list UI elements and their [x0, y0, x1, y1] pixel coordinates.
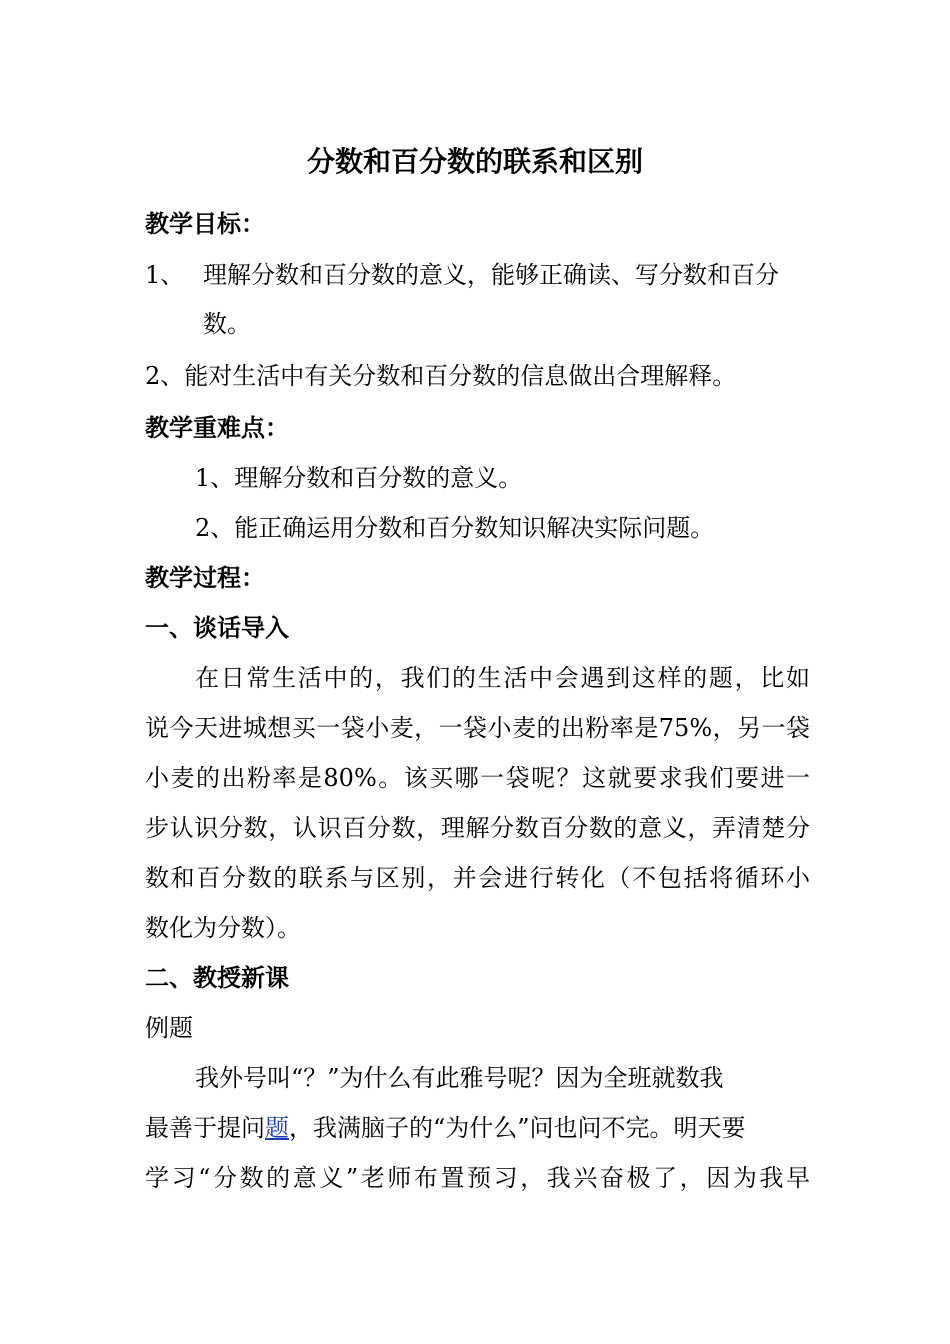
section-1-paragraph-line: 数和百分数的联系与区别，并会进行转化（不包括将循环小 [145, 864, 810, 892]
document-title: 分数和百分数的联系和区别 [306, 145, 643, 178]
example-text-line-1: 我外号叫“？”为什么有此雅号呢？因为全班就数我 [195, 1064, 724, 1092]
section-1-heading: 一、谈话导入 [145, 614, 289, 642]
keypoint-item-1: 1、理解分数和百分数的意义。 [195, 464, 523, 492]
goals-heading: 教学目标： [145, 210, 265, 238]
goal-item-1-text: 理解分数和百分数的意义，能够正确读、写分数和百分 [203, 261, 779, 289]
section-1-paragraph-line: 说今天进城想买一袋小麦，一袋小麦的出粉率是75%，另一袋 [145, 714, 810, 742]
section-1-paragraph-line: 小麦的出粉率是80%。该买哪一袋呢？这就要求我们要进一 [145, 764, 810, 792]
section-1-paragraph-line: 步认识分数，认识百分数，理解分数百分数的意义，弄清楚分 [145, 814, 810, 842]
example-text-line-2-end: ，我满脑子的“为什么”问也问不完。明天要 [289, 1114, 746, 1142]
goal-item-1-number: 1、 [145, 261, 185, 289]
goal-item-1-line-2: 数。 [203, 310, 251, 338]
example-text-line-2-start: 最善于提问 [145, 1114, 265, 1142]
section-1-paragraph-line: 数化为分数）。 [145, 914, 301, 942]
example-label: 例题 [145, 1014, 193, 1042]
process-heading: 教学过程： [145, 564, 265, 592]
section-2-heading: 二、教授新课 [145, 964, 289, 992]
goal-item-1-line-1 [145, 259, 810, 291]
keypoint-item-2: 2、能正确运用分数和百分数知识解决实际问题。 [195, 514, 715, 542]
question-link[interactable]: 题 [265, 1114, 289, 1142]
example-text-line-2 [145, 1112, 810, 1144]
example-text-line-3: 学习“分数的意义”老师布置预习，我兴奋极了，因为我早 [145, 1164, 810, 1192]
goal-item-2: 2、能对生活中有关分数和百分数的信息做出合理解释。 [145, 362, 737, 390]
section-1-paragraph-line: 在日常生活中的，我们的生活中会遇到这样的题，比如 [195, 664, 810, 692]
keypoints-heading: 教学重难点： [145, 414, 289, 442]
